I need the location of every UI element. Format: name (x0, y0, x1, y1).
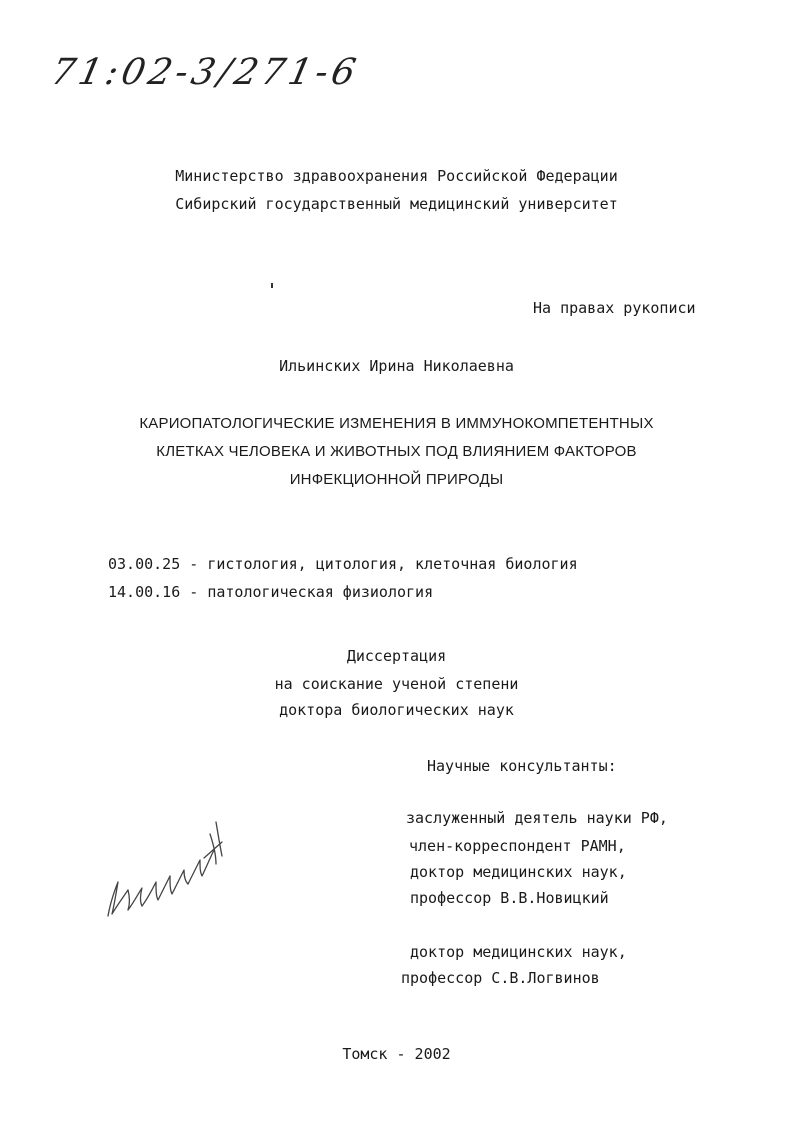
consultant-1-line-2: член-корреспондент РАМН, (409, 837, 626, 855)
consultant-1-line-1: заслуженный деятель науки РФ, (406, 809, 668, 827)
degree-purpose: на соискание ученой степени (274, 675, 519, 693)
consultant-2-line-1: доктор медицинских наук, (410, 943, 627, 961)
consultants-heading: Научные консультанты: (427, 757, 617, 775)
thesis-title-line-3: ИНФЕКЦИОННОЙ ПРИРОДЫ (289, 471, 504, 488)
university-line: Сибирский государственный медицинский университет (175, 195, 618, 213)
thesis-title-line-2: КЛЕТКАХ ЧЕЛОВЕКА И ЖИВОТНЫХ ПОД ВЛИЯНИЕМ ФАКТОРОВ (156, 443, 637, 460)
city-year: Томск - 2002 (342, 1045, 451, 1063)
registration-number: 71:02-3/271-6 (47, 52, 364, 93)
author-name: Ильинских Ирина Николаевна (279, 357, 514, 375)
ministry-line: Министерство здравоохранения Российской Федерации (175, 167, 618, 185)
specialty-2: 14.00.16 - патологическая физиология (108, 583, 434, 601)
consultant-1-line-3: доктор медицинских наук, (410, 863, 627, 881)
rights-notice: На правах рукописи (533, 299, 696, 317)
scan-speck (271, 283, 273, 288)
consultant-2-line-2: профессор С.В.Логвинов (401, 969, 600, 987)
degree-type: Диссертация (346, 647, 447, 665)
consultant-1-line-4: профессор В.В.Новицкий (410, 889, 609, 907)
thesis-title-line-1: КАРИОПАТОЛОГИЧЕСКИЕ ИЗМЕНЕНИЯ В ИММУНОКОМПЕТЕНТНЫХ (139, 415, 654, 432)
handwritten-signature (100, 812, 230, 922)
specialty-1: 03.00.25 - гистология, цитология, клеточная биология (108, 555, 578, 573)
degree-name: доктора биологических наук (279, 701, 514, 719)
